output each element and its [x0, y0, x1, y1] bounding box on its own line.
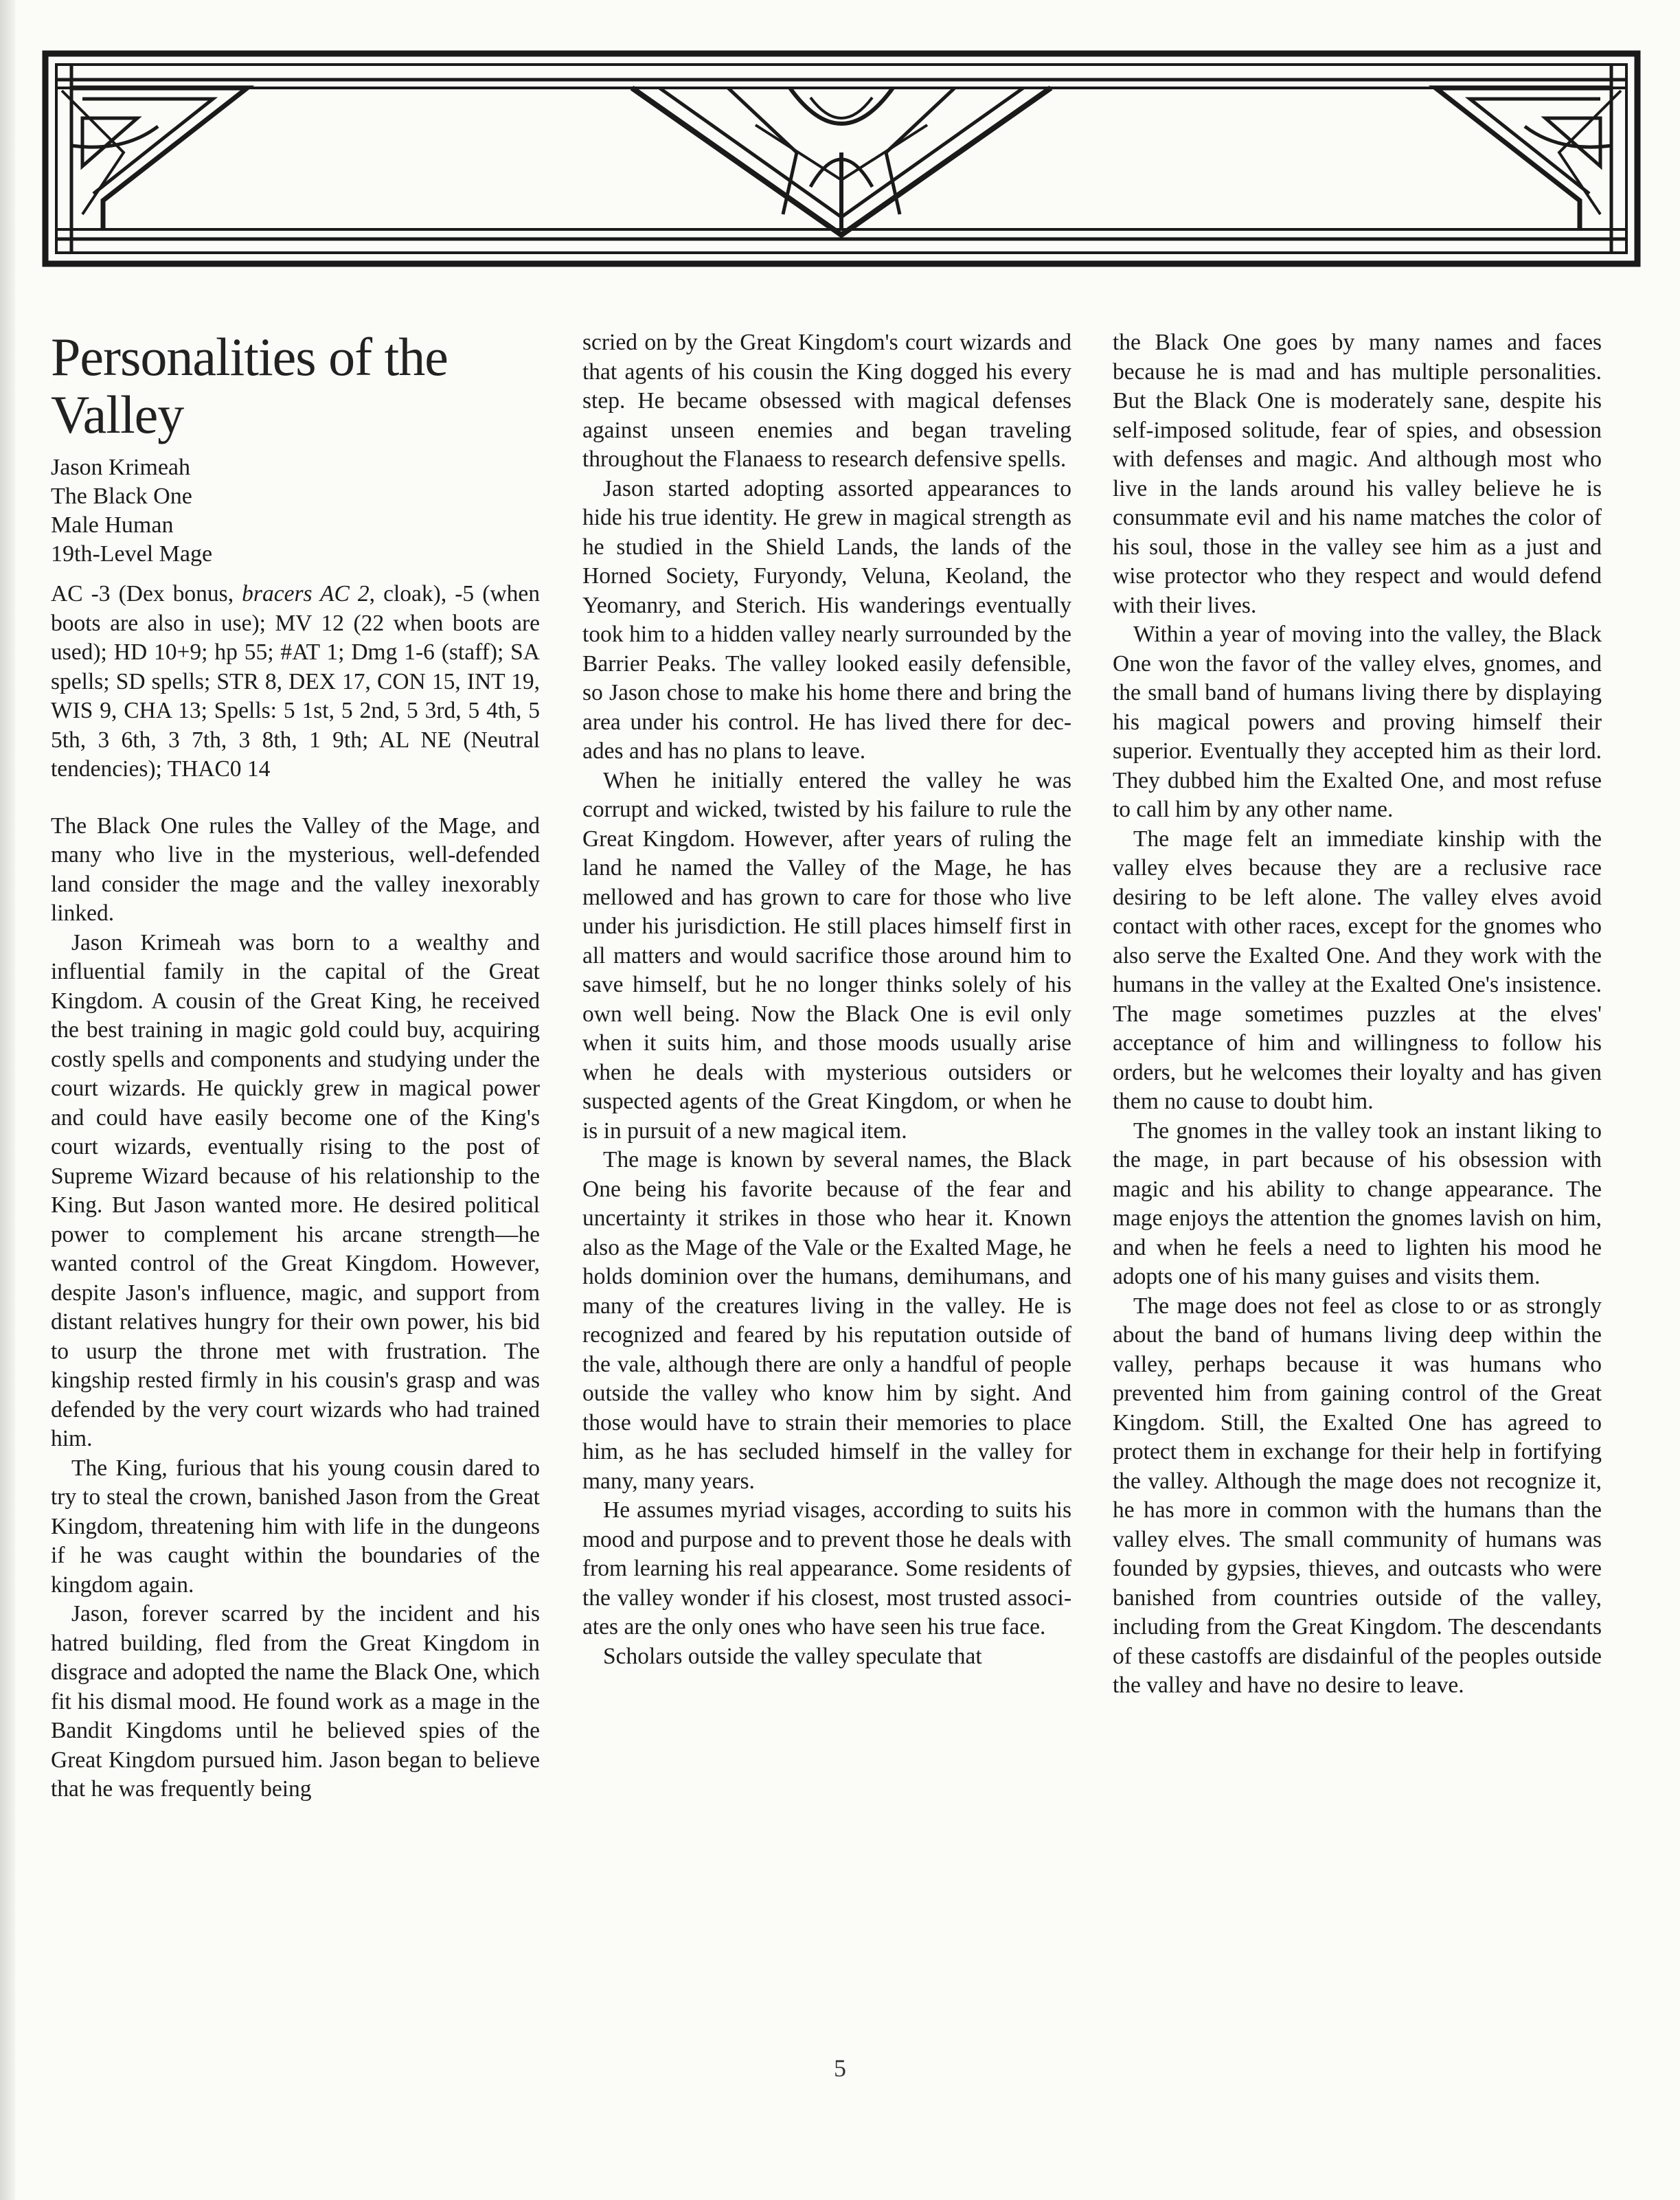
- character-alias: The Black One: [51, 484, 192, 509]
- character-stat-block: [51, 580, 540, 784]
- paragraph: Within a year of moving into the valley, the Black One won the favor of the valley elves, gnomes, and the small band of humans living there by displaying his magical powers and proving himself their superior. Eventually they accepted him as their lord. They dubbed him the Exalted One, and most refuse to call him by any other name.: [1113, 622, 1602, 822]
- paragraph: The mage is known by several names, the Black One being his favorite because of the fear and uncertainty it strikes in those who hear it. Known also as the Mage of the Vale or the Exalted Mage, he holds dominion over the humans, demihumans, and many of the creatures living in the valley. He is recognized and feared by his reputation outside of the vale, although there are only a handful of people outside the valley who know him by sight. And those would have to strain their memories to place him, as he has secluded himself in the valley for many, many years.: [582, 1147, 1071, 1494]
- paragraph: The Black One rules the Valley of the Mage, and many who live in the mysterious, well-defended land consider the mage and the valley inexorably linked.: [51, 813, 540, 926]
- paragraph: The King, furious that his young cousin dared to try to steal the crown, banished Jason from the Great Kingdom, threatening him with life in the dungeons if he was caught within the boundaries of the kingdom again.: [51, 1455, 540, 1598]
- character-race-sex: Male Human: [51, 512, 174, 538]
- paragraph: the Black One goes by many names and faces because he is mad and has multiple personalities. But the Black One is moderately sane, despite his self-imposed solitude, fear of spies, and obsession with defenses and magic. And although most who live in the lands around his valley believe he is consummate evil and his name matches the color of his soul, those in the valley see him as a just and wise protector who they respect and would defend with their lives.: [1113, 330, 1602, 618]
- paragraph: He assumes myriad visages, according to suits his mood and purpose and to prevent those he deals with from learning his real appearance. Some residents of the valley wonder if his closest, most trusted associates are the only ones who have seen his true face.: [582, 1497, 1071, 1640]
- celtic-knot-header-border: [41, 49, 1642, 268]
- character-name: Jason Krimeah: [51, 455, 191, 480]
- scan-edge-shadow: [0, 0, 15, 2200]
- column-2: [582, 328, 1071, 1671]
- paragraph: The mage does not feel as close to or as strongly about the band of humans living deep within the valley, perhaps because it was humans who prevented him from gaining control of the Great Kingdom. Still, the Exalted One has agreed to protect them in exchange for their help in fortifying the valley. Although the mage does not recognize it, he has more in common with the humans than the valley elves. The small community of humans was founded by gypsies, thieves, and outcasts who were banished from countries outside of the valley, including from the Great Kingdom. The descendants of these castoffs are disdainful of the peoples outside the valley and have no desire to leave.: [1113, 1293, 1602, 1698]
- character-level-class: 19th-Level Mage: [51, 541, 213, 567]
- paragraph: Scholars outside the valley speculate that: [603, 1643, 982, 1669]
- body-text: [582, 328, 1071, 1671]
- paragraph: Jason, forever scarred by the incident and his hatred building, fled from the Great Kingdom in disgrace and adopted the name the Black One, which fit his dismal mood. He found work as a mage in the Bandit Kingdoms until he believed spies of the Great Kingdom pursued him. Jason began to believe that he was frequently being: [51, 1601, 540, 1802]
- column-1: [51, 328, 540, 1804]
- page-number: 5: [834, 2054, 846, 2082]
- column-3: [1113, 328, 1602, 1701]
- body-text: [1113, 328, 1602, 1701]
- stat-block-text: AC -3 (Dex bonus,: [51, 581, 242, 606]
- paragraph: Jason started adopting assorted appearances to hide his true identity. He grew in magical strength as he studied in the Shield Lands, the lands of the Horned Society, Furyondy, Veluna, Keoland, the Yeomanry, and Sterich. His wanderings eventually took him to a hidden valley nearly surrounded by the Barrier Peaks. The valley looked easily defensible, so Jason chose to make his home there and bring the area under his control. He has lived there for decades and has no plans to leave.: [582, 475, 1071, 764]
- paragraph: The mage felt an immediate kinship with the valley elves because they are a reclusive race desiring to be left alone. The valley elves avoid contact with other races, except for the gnomes who also serve the Exalted One. And they work with the humans in the valley at the Exalted One's insistence. The mage sometimes puzzles at the elves' acceptance of him and willingness to follow his orders, but he welcomes their loyalty and has given them no cause to doubt him.: [1113, 826, 1602, 1114]
- stat-block-text: , cloak), -5 (when boots are also in use); MV 12 (22 when boots are used); HD 10+9; hp 55; #AT 1; Dmg 1-6 (staff); SA spells; SD spells; STR 8, DEX 17, CON 15, INT 19, WIS 9, CHA 13; Spells: 5 1st, 5 2nd, 5 3rd, 5 4th, 5 5th, 3 6th, 3 7th, 3 8th, 1 9th; AL NE (Neutral tendencies); THAC0 14: [51, 581, 540, 782]
- body-text: [51, 812, 540, 1804]
- stat-block-italic: bracers AC 2: [242, 581, 370, 606]
- paragraph: When he initially entered the valley he was corrupt and wicked, twisted by his failure to rule the Great Kingdom. However, after years of ruling the land he named the Valley of the Mage, he has mellowed and has grown to care for those who live under his jurisdiction. He still places himself first in all matters and would sacrifice those around him to save himself, but he no longer thinks solely of his own well being. Now the Black One is evil only when it suits him, and those moods usually arise when he deals with mysterious outsiders or suspected agents of the Great Kingdom, or when he is in pursuit of a new magical item.: [582, 767, 1071, 1144]
- paragraph: scried on by the Great Kingdom's court wizards and that agents of his cousin the King dogged his every step. He became obsessed with magical defenses against unseen enemies and began traveling throughout the Flanaess to research defensive spells.: [582, 330, 1071, 472]
- page-title: Personalities of the Valley: [51, 327, 448, 444]
- paragraph: The gnomes in the valley took an instant liking to the mage, in part because of his obsession with magic and his ability to change appearance. The mage enjoys the attention the gnomes lavish on him, and when he feels a need to lighten his mood he adopts one of his many guises and visits them.: [1113, 1118, 1602, 1289]
- paragraph: Jason Krimeah was born to a wealthy and influential family in the capital of the Great Kingdom. A cousin of the Great King, he received the best training in magic gold could buy, acquiring costly spells and components and studying under the court wizards. He quickly grew in magical power and could have easily become one of the King's court wizards, eventually rising to the post of Supreme Wizard because of his relationship to the King. But Jason wanted more. He desired political power to complement his arcane strength—he wanted control of the Great Kingdom. However, despite Jason's influence, magic, and support from distant relatives hungry for their own power, his bid to usurp the throne met with frustration. The kingship rested firmly in his cousin's grasp and was defended by the very court wizards who had trained him.: [51, 929, 540, 1451]
